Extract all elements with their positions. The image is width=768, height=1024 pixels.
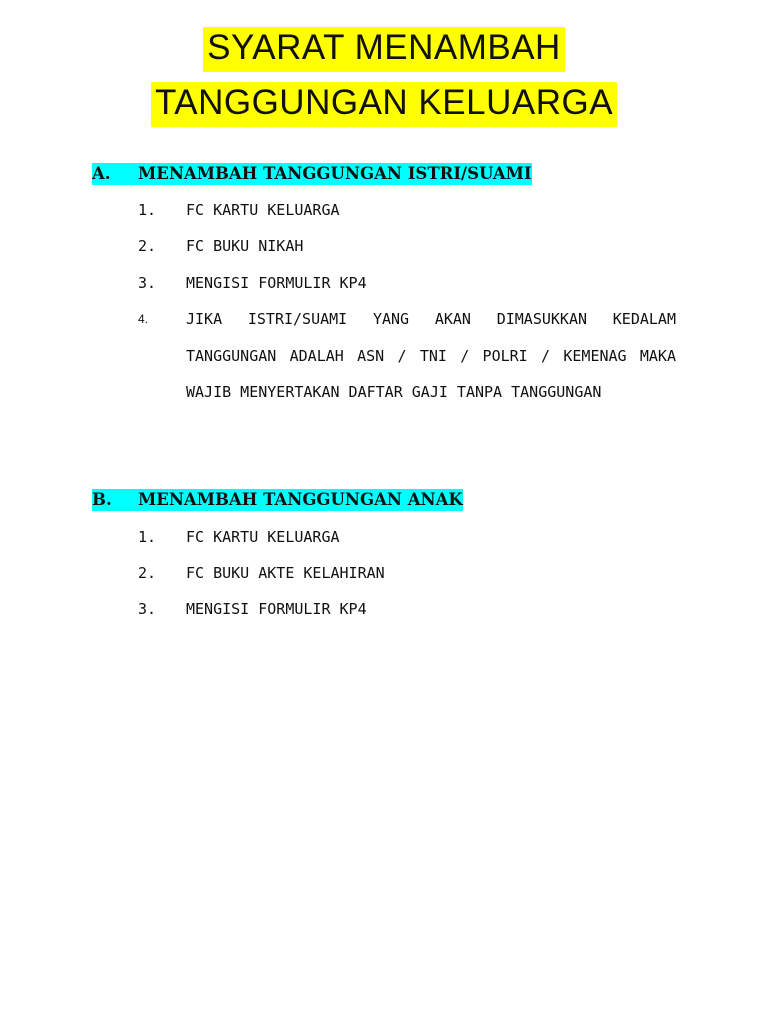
- section-b-heading-text: MENAMBAH TANGGUNGAN ANAK: [138, 490, 463, 509]
- title-line-2-text: TANGGUNGAN KELUARGA: [151, 82, 617, 127]
- list-item: [138, 272, 676, 294]
- list-item: [138, 308, 676, 411]
- list-item-number: 3.: [138, 274, 157, 292]
- list-item-number: 1.: [138, 201, 157, 219]
- section-a-letter: A.: [92, 164, 111, 183]
- list-item: [138, 526, 676, 548]
- section-a-heading-highlight: [92, 163, 532, 185]
- list-item-text: FC KARTU KELUARGA: [186, 201, 340, 219]
- list-item-text: MENGISI FORMULIR KP4: [186, 600, 367, 618]
- list-item: [138, 235, 676, 257]
- section-b-letter: B.: [92, 490, 112, 509]
- list-item-number: 3.: [138, 600, 157, 618]
- section-b-heading: [92, 489, 463, 511]
- title-line-2: [0, 82, 768, 124]
- list-item-text: MENGISI FORMULIR KP4: [186, 274, 367, 292]
- list-item-number: 1.: [138, 528, 157, 546]
- list-item-text: FC BUKU NIKAH: [186, 237, 304, 255]
- section-a-heading: [92, 163, 532, 185]
- list-item-text: JIKA ISTRI/SUAMI YANG AKAN DIMASUKKAN KEDALAM TANGGUNGAN ADALAH ASN / TNI / POLRI / KEMENAG MAKA WAJIB MENYERTAKAN DAFTAR GAJI TANPA TANGGUNGAN: [186, 310, 676, 402]
- list-item: [138, 598, 676, 620]
- list-item-number: 2.: [138, 564, 157, 582]
- list-item-text: FC KARTU KELUARGA: [186, 528, 340, 546]
- section-b-heading-highlight: [92, 489, 463, 511]
- list-item: [138, 562, 676, 584]
- section-a-heading-text: MENAMBAH TANGGUNGAN ISTRI/SUAMI: [138, 164, 532, 183]
- title-line-1-text: SYARAT MENAMBAH: [203, 27, 565, 72]
- list-item: [138, 199, 676, 221]
- list-item-text: FC BUKU AKTE KELAHIRAN: [186, 564, 385, 582]
- title-line-1: [0, 27, 768, 69]
- list-item-number: 4.: [138, 312, 149, 326]
- list-item-number: 2.: [138, 237, 157, 255]
